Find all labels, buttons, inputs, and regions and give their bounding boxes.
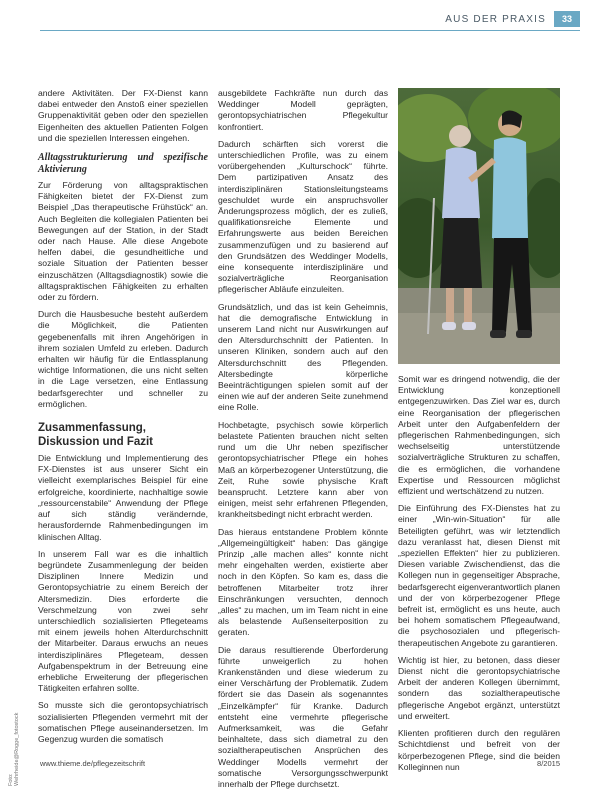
photo-nurse-assisting-patient-icon bbox=[398, 88, 560, 364]
paragraph: Grundsätzlich, und das ist kein Geheimnis, hat die demografische Entwicklung in unserem Land nicht nur Auswirkungen auf den Altersdurchschnitt der Patienten. In unseren Kliniken, sondern auch auf den Altersdurchschnitt des Pflegenden. Altersbedingte körperliche Beeinträchtigungen spielen somit auf der einen wie auf der anderen Seite zunehmend eine Rolle. bbox=[218, 301, 388, 413]
section-label: AUS DER PRAXIS bbox=[445, 14, 546, 25]
paragraph: Die daraus resultierende Überforderung führte unweigerlich zu hohen Krankenständen und diese wiederum zu einer Verschärfung der Problematik. Zudem fördert sie das Dasein als sogenanntes „Einzelkämpfer“ für Kranke. Dadurch entsteht eine vermehrte pflegerische Aufmerksamkeit, was die Gefahr beinhaltete, dass sich diametral zu den sozialtherapeutischen Ansprüchen des Weddinger Modells vermehrt der somatische Versorgungsschwerpunkt innerhalb der Pflege durchsetzt. bbox=[218, 644, 388, 789]
text-column-2 bbox=[218, 88, 388, 796]
header-rule bbox=[40, 30, 580, 31]
paragraph: Wichtig ist hier, zu betonen, dass dieser Dienst nicht die gerontopsychiatrische Arbeit der anderen Kollegen übernimmt, sondern das sozialtherapeutische pflegerische Angebot ergänzt, unterstützt und erweitert. bbox=[398, 654, 560, 721]
footer-issue: 8/2015 bbox=[537, 759, 560, 768]
paragraph: Zur Förderung von alltagspraktischen Fähigkeiten bietet der FX-Dienst zum Beispiel „Das therapeutische Frühstück“ an. Auch Begleiten die kollegialen Patienten bei Bewegungen auf der Station, in der Stadt oder nach Hause. Alle diese Angebote helfen dabei, die gesundheitliche und soziale Situation der Patienten besser einzuschätzen (Alltagsdiagnostik) sowie die alltagspraktischen Fähigkeiten zu erhalten oder zu fördern. bbox=[38, 180, 208, 303]
paragraph: Die Entwicklung und Implementierung des FX-Dienstes ist aus unserer Sicht ein vielleicht exemplarisches Beispiel für eine erfolgreiche, koordinierte, nachhaltige sowie „ressourcenstabile“ Anwendung der Pflege auf sich ständig verändernde, herausfordernde Rahmenbedingungen im klinischen Alltag. bbox=[38, 453, 208, 542]
subheading: Alltagsstrukturierung und spezifische Aktivierung bbox=[38, 152, 208, 176]
paragraph: So musste sich die gerontopsychiatrisch sozialisierten Pflegenden vermehrt mit der somatischen Pflege auseinandersetzen. Im Gegenzug wurden die somatisch bbox=[38, 700, 208, 744]
section-heading: Zusammenfassung, Diskussion und Fazit bbox=[38, 422, 154, 448]
paragraph: Klienten profitieren durch den regulären Schichtdienst und befreit von der körperbezogenen Pflege, sind die beiden Kolleginnen nun bbox=[398, 728, 560, 772]
text-column-1 bbox=[38, 88, 208, 751]
paragraph: Durch die Hausbesuche besteht außerdem die Möglichkeit, die Patienten gegebenenfalls mit ihren Angehörigen in ihrem sozialen Umfeld zu erleben. Dadurch erhalten wir häufig für die Entlassplanung wichtige Informationen, die uns nicht selten in die Lage versetzen, eine Entlassung bedarfsgerechter und schneller zu ermöglichen. bbox=[38, 309, 208, 409]
paragraph: ausgebildete Fachkräfte nun durch das Weddinger Modell geprägten, gerontopsychiatrischen Pflegekultur konfrontiert. bbox=[218, 88, 388, 132]
paragraph: In unserem Fall war es die inhaltlich begründete Zusammenlegung der beiden Disziplinen Innere Medizin und Gerontopsychiatrie zu einem Bereich der Altersmedizin. Dies erforderte die Verschmelzung von zwei sehr unterschiedlich sozialisierten Pflegeteams mit einem jeweils hohen Alterdurchschnitt der Mitarbeiter. Daraus erwuchs an neues interdisziplinäres Pflegeteam, dessen Aufgabenspektrum in der Betreuung eine erhebliche Erweiterung der pflegerischen Tätigkeiten erfahren sollte. bbox=[38, 548, 208, 694]
text-column-3 bbox=[398, 374, 560, 779]
paragraph: andere Aktivitäten. Der FX-Dienst kann dabei entweder den Anstoß einer speziellen Gruppenaktivität geben oder den speziellen Eigenheiten des aktuellen Patienten Folgen und die speziellen Interessen eingehen. bbox=[38, 88, 208, 143]
page-number: 33 bbox=[554, 11, 580, 27]
footer-url[interactable]: www.thieme.de/pflegezeitschrift bbox=[40, 759, 146, 768]
photo-credit: Foto: Wehrheide@Rogge_fotostock bbox=[8, 712, 20, 786]
paragraph: Hochbetagte, psychisch sowie körperlich belastete Patienten brauchen nicht selten rund um die Uhr neben spezifischer gerontopsychiatrischer Pflege ein hohes Maß an körperbezogener Unterstützung, die Zeit, Ruhe sowie physische Kraft beansprucht. Letztere kann aber von einigen, meist sehr erfahrenen Pflegenden, krankheitsbedingt nicht erbracht werden. bbox=[218, 419, 388, 520]
paragraph: Das hieraus entstandene Problem könnte „Allgemeingültigkeit“ haben: Das gängige Prinzip „alle machen alles“ konnte nicht mehr eingehalten werden, existierte aber noch in den Köpfen. So kam es, dass die betroffenen Mitarbeiter trotz ihrer Einschränkungen versuchten, dennoch „alles“ zu machen, um im Team nicht in eine als belastende Außenseiterposition zu geraten. bbox=[218, 526, 388, 638]
paragraph: Somit war es dringend notwendig, die der Entwicklung konzeptionell entgegenzuwirken. Das Ziel war es, durch eine Reorganisation der pflegerischen Arbeit unter den Aufgabenfeldern der pflegerischen Rahmenbedingungen, sich wechselseitig unterstützende sozialverträgliche Strukturen zu schaffen, die es ermöglichen, die vorhandene Expertise und Ressourcen möglichst effizient und wertschätzend zu nutzen. bbox=[398, 374, 560, 497]
article-photo bbox=[398, 88, 560, 364]
page-header bbox=[0, 0, 598, 38]
paragraph: Dadurch schärften sich vorerst die unterschiedlichen Profile, was zu einem vorübergehenden „Kulturschock“ führte. Dem partizipativen Ansatz des interdisziplinären Stationsleitungsteams geschuldet wurde ein anspruchsvoller Änderungsprozess möglich, der es zuließ, qualifikationsreiche Elemente und Erfahrungswerte aus beiden Bereichen zusammenzufügen und zu basierend auf den Grundsätzen des Weddinger Modells, eine konsequente interdisziplinäre und sozialverträgliche Reorganisation pflegerischer Abläufe einzuleiten. bbox=[218, 138, 388, 295]
paragraph: Die Einführung des FX-Dienstes hat zu einer „Win-win-Situation“ für alle Beteiligten geführt, was wir letztendlich dazu veranlasst hat, diesen Dienst mit „speziellen Effekten“ hier zu publizieren. Diesen variable Zwischendienst, das die Kollegen nun in gegenseitiger Absprache, bedarfsgerecht eigenverantwortlich planen und der von körperbezogener Pflege befreit ist, ermöglicht es uns heute, auch bei hohem somatischem Pflegeaufwand, die psychosozialen und pflegerisch-therapeutischen Angebote zu garantieren. bbox=[398, 503, 560, 648]
